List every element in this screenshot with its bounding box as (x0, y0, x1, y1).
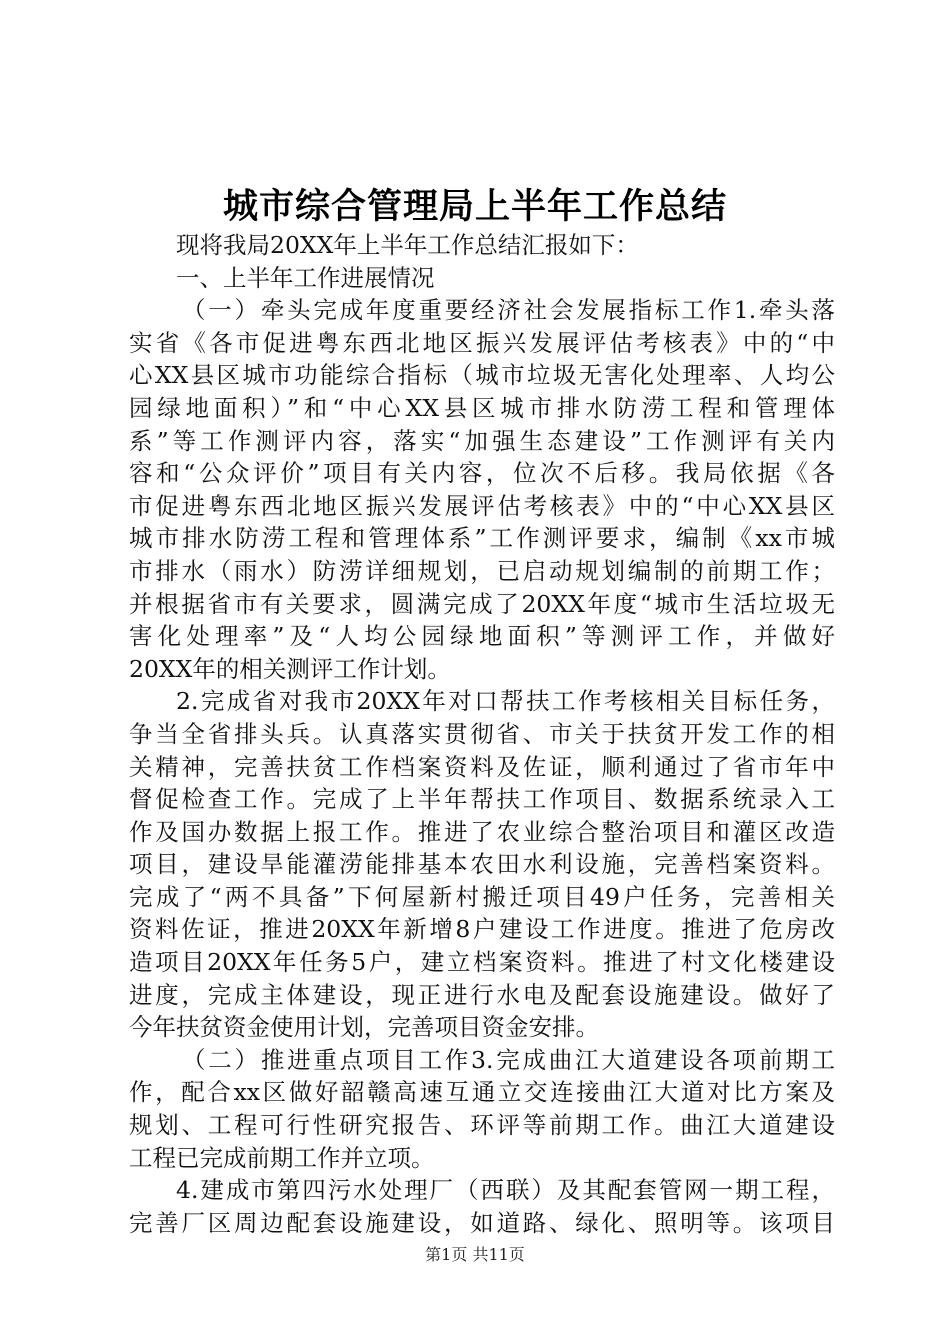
body-line: 并根据省市有关要求，圆满完成了20XX年度“城市生活垃圾无 (129, 589, 835, 618)
body-line: 资料佐证，推进20XX年新增8户建设工作进度。推进了危房改 (129, 915, 835, 944)
body-line: 今年扶贫资金使用计划，完善项目资金安排。 (129, 1013, 599, 1042)
body-line: 20XX年的相关测评工作计划。 (129, 654, 451, 683)
body-line: 完成了“两不具备”下何屋新村搬迁项目49户任务，完善相关 (129, 882, 835, 911)
body-line: 实省《各市促进粤东西北地区振兴发展评估考核表》中的“中 (129, 328, 835, 357)
body-line: （一）牵头完成年度重要经济社会发展指标工作1.牵头落 (182, 296, 835, 325)
document-title: 城市综合管理局上半年工作总结 (222, 187, 727, 227)
body-line: 造项目20XX年任务5户，建立档案资料。推进了村文化楼建设 (129, 948, 835, 977)
body-line: 争当全省排头兵。认真落实贯彻省、市关于扶贫开发工作的相 (129, 719, 835, 748)
body-line: （二）推进重点项目工作3.完成曲江大道建设各项前期工 (182, 1045, 835, 1074)
body-line: 关精神，完善扶贫工作档案资料及佐证，顺利通过了省市年中 (129, 752, 835, 781)
body-line: 4.建成市第四污水处理厂（西联）及其配套管网一期工程， (176, 1176, 835, 1205)
body-line: 规划、工程可行性研究报告、环评等前期工作。曲江大道建设 (129, 1111, 835, 1140)
body-line: 工程已完成前期工作并立项。 (129, 1143, 435, 1172)
body-line: 作及国办数据上报工作。推进了农业综合整治项目和灌区改造 (129, 817, 835, 846)
body-line: 现将我局20XX年上半年工作总结汇报如下： (176, 231, 639, 259)
body-line: 容和“公众评价”项目有关内容，位次不后移。我局依据《各 (129, 459, 835, 488)
body-line: 害化处理率”及“人均公园绿地面积”等测评工作，并做好 (129, 622, 835, 651)
body-line: 心XX县区城市功能综合指标（城市垃圾无害化处理率、人均公 (129, 361, 835, 390)
body-line: 市促进粤东西北地区振兴发展评估考核表》中的“中心XX县区 (129, 491, 835, 520)
body-line: 2.完成省对我市20XX年对口帮扶工作考核相关目标任务， (176, 687, 835, 716)
body-line: 督促检查工作。完成了上半年帮扶工作项目、数据系统录入工 (129, 785, 835, 814)
page-footer: 第1页 共11页 (425, 1245, 525, 1264)
body-line: 园绿地面积）”和“中心XX县区城市排水防涝工程和管理体 (129, 393, 835, 422)
body-line: 城市排水防涝工程和管理体系”工作测评要求，编制《xx市城 (129, 524, 835, 553)
body-line: 进度，完成主体建设，现正进行水电及配套设施建设。做好了 (129, 980, 835, 1009)
body-line: 项目，建设旱能灌涝能排基本农田水利设施，完善档案资料。 (129, 850, 835, 879)
body-line: 系”等工作测评内容，落实“加强生态建设”工作测评有关内 (129, 426, 835, 455)
body-line: 一、上半年工作进展情况 (176, 263, 435, 292)
document-body (129, 229, 835, 1239)
body-line: 完善厂区周边配套设施建设，如道路、绿化、照明等。该项目 (129, 1208, 835, 1237)
body-line: 市排水（雨水）防涝详细规划，已启动规划编制的前期工作； (129, 556, 835, 585)
body-line: 作，配合xx区做好韶赣高速互通立交连接曲江大道对比方案及 (129, 1078, 835, 1107)
